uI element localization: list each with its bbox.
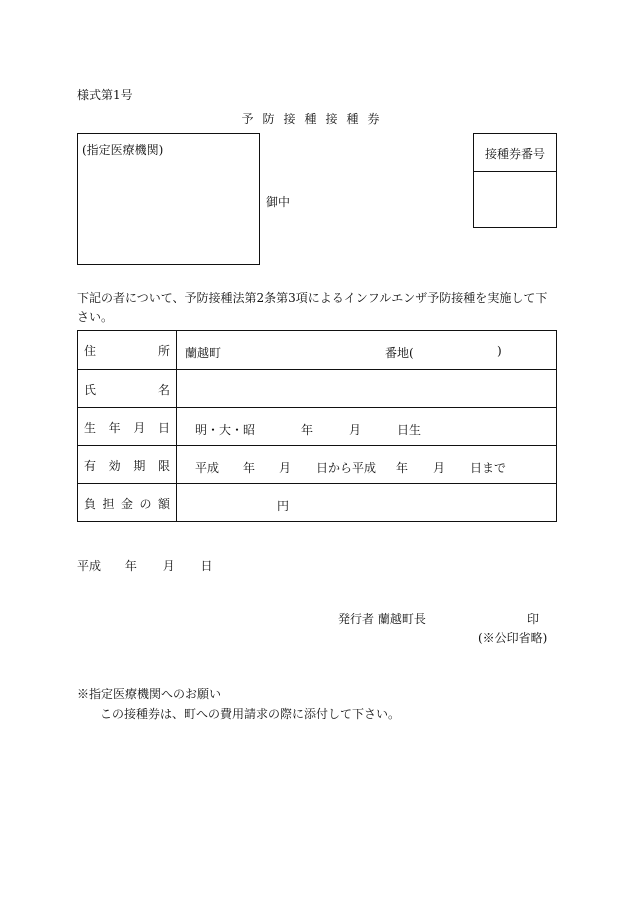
row-label-char: 限 <box>157 458 170 473</box>
row-label <box>78 484 177 522</box>
row-label-char: 日 <box>157 420 170 435</box>
address-banchi: 番地( <box>385 346 414 360</box>
clinic-box <box>77 133 260 265</box>
row-label <box>78 446 177 484</box>
clinic-label: (指定医療機関) <box>82 143 164 157</box>
table-row <box>78 331 556 369</box>
date-month: 月 <box>162 559 175 573</box>
request-body: この接種券は、町への費用請求の際に添付して下さい。 <box>100 707 401 721</box>
validity-year-end: 年 <box>396 461 409 475</box>
issue-date <box>77 557 213 574</box>
address-close: ) <box>497 344 502 358</box>
form-number: 様式第1号 <box>77 88 133 102</box>
date-year: 年 <box>124 559 137 573</box>
row-label-char: 氏 <box>84 382 97 397</box>
table-row <box>78 407 556 446</box>
validity-month-end: 月 <box>433 461 446 475</box>
row-label-char: 生 <box>84 420 97 435</box>
row-label-char: 担 <box>102 496 115 511</box>
request-title: ※指定医療機関へのお願い <box>77 687 222 701</box>
ticket-number-box <box>473 133 557 228</box>
date-era: 平成 <box>77 559 102 573</box>
row-label-char: 金 <box>120 496 133 511</box>
validity-era: 平成 <box>195 461 220 475</box>
validity-month-start: 月 <box>279 461 292 475</box>
table-row <box>78 483 556 522</box>
table-row <box>78 369 556 408</box>
ticket-divider <box>474 171 556 172</box>
intro-text-line2: さい。 <box>77 310 114 324</box>
intro-text-line1: 下記の者について、予防接種法第2条第3項によるインフルエンザ予防接種を実施して下 <box>77 291 548 305</box>
seal-omission-note: (※公印省略) <box>478 631 548 645</box>
row-label-char: 有 <box>84 458 97 473</box>
row-label-char: 所 <box>157 343 170 358</box>
clinic-suffix: 御中 <box>266 195 291 209</box>
birth-day: 日生 <box>397 423 422 437</box>
row-label-char: 名 <box>157 382 170 397</box>
row-label <box>78 370 177 408</box>
table-row <box>78 445 556 484</box>
validity-from: 日から平成 <box>316 461 377 475</box>
birth-era: 明・大・昭 <box>195 423 256 437</box>
birth-month: 月 <box>349 423 362 437</box>
row-label-char: の <box>139 496 152 511</box>
info-table <box>77 330 557 522</box>
row-label-char: 期 <box>133 458 146 473</box>
row-label-char: 負 <box>84 496 97 511</box>
issuer-label: 発行者 蘭越町長 <box>338 612 426 626</box>
row-label-char: 住 <box>84 343 97 358</box>
birth-year: 年 <box>301 423 314 437</box>
row-label <box>78 331 177 369</box>
row-label-char: 効 <box>108 458 121 473</box>
row-label-char: 年 <box>108 420 121 435</box>
row-label-char: 月 <box>133 420 146 435</box>
ticket-number-label: 接種券番号 <box>484 147 545 161</box>
validity-until: 日まで <box>470 461 507 475</box>
row-label <box>78 408 177 446</box>
address-town: 蘭越町 <box>185 346 222 360</box>
date-day: 日 <box>200 559 213 573</box>
document-title: 予防接種接種券 <box>241 112 389 126</box>
row-label-char: 額 <box>157 496 170 511</box>
fee-unit: 円 <box>277 499 290 513</box>
validity-year-start: 年 <box>243 461 256 475</box>
seal-mark: 印 <box>527 612 540 626</box>
